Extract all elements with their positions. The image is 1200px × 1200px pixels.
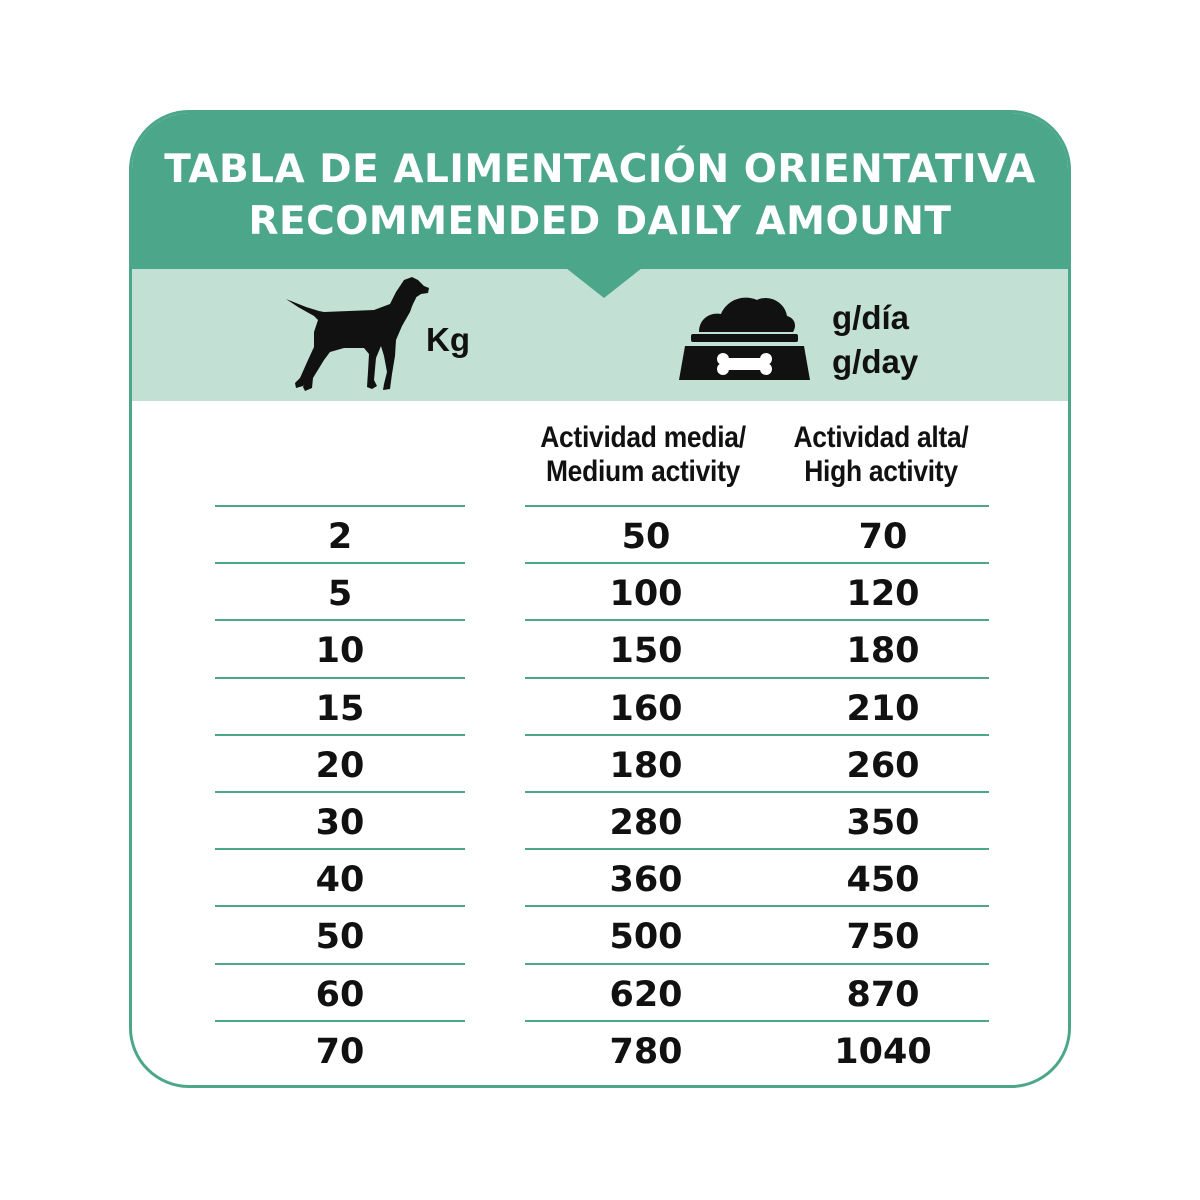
weight-cell: 50 xyxy=(315,917,365,958)
row-divider-amount xyxy=(525,963,989,965)
row-divider-weight xyxy=(215,734,465,736)
high-activity-cell: 180 xyxy=(846,631,920,672)
high-activity-cell: 870 xyxy=(846,974,920,1015)
header-pointer xyxy=(566,268,642,298)
weight-unit-label: Kg xyxy=(426,321,470,358)
row-divider-weight xyxy=(215,562,465,564)
row-divider-weight xyxy=(215,963,465,965)
portion-unit-english: g/day xyxy=(832,343,919,380)
medium-activity-cell: 180 xyxy=(609,745,683,786)
row-divider-weight xyxy=(215,791,465,793)
feeding-table-card xyxy=(129,110,1071,1088)
high-activity-line1: Actividad alta/ xyxy=(793,421,969,454)
high-activity-line2: High activity xyxy=(804,455,958,488)
high-activity-cell: 70 xyxy=(858,517,908,557)
medium-activity-line1: Actividad media/ xyxy=(540,421,746,454)
row-divider-weight xyxy=(215,1020,465,1022)
portion-unit-spanish: g/día xyxy=(832,299,910,336)
weight-cell: 40 xyxy=(315,860,365,901)
row-divider-amount xyxy=(525,562,989,564)
high-activity-cell: 260 xyxy=(846,745,920,786)
row-divider-amount xyxy=(525,905,989,907)
row-divider-amount xyxy=(525,1020,989,1022)
medium-activity-cell: 620 xyxy=(609,974,683,1015)
medium-activity-cell: 150 xyxy=(609,631,683,672)
weight-cell: 20 xyxy=(315,745,365,786)
column-header-medium-activity xyxy=(537,421,748,489)
medium-activity-cell: 100 xyxy=(609,574,683,615)
weight-cell: 10 xyxy=(315,631,365,672)
high-activity-cell: 1040 xyxy=(834,1031,932,1072)
medium-activity-cell: 160 xyxy=(609,688,683,729)
dog-silhouette-icon xyxy=(284,276,434,394)
weight-cell: 60 xyxy=(315,974,365,1015)
weight-cell: 70 xyxy=(315,1031,365,1072)
column-header-high-activity xyxy=(775,421,986,489)
high-activity-cell: 350 xyxy=(846,803,920,843)
medium-activity-line2: Medium activity xyxy=(545,455,741,488)
title-english: RECOMMENDED DAILY AMOUNT xyxy=(248,199,952,244)
weight-cell: 2 xyxy=(327,517,353,557)
medium-activity-cell: 360 xyxy=(609,860,683,901)
row-divider-weight xyxy=(215,619,465,621)
row-divider-amount xyxy=(525,505,989,507)
medium-activity-cell: 500 xyxy=(609,917,683,958)
medium-activity-cell: 280 xyxy=(609,803,683,843)
high-activity-cell: 210 xyxy=(846,688,920,729)
row-divider-amount xyxy=(525,677,989,679)
row-divider-amount xyxy=(525,848,989,850)
high-activity-cell: 450 xyxy=(846,860,920,901)
row-divider-weight xyxy=(215,505,465,507)
weight-cell: 30 xyxy=(315,803,365,843)
medium-activity-cell: 50 xyxy=(621,517,671,557)
row-divider-weight xyxy=(215,677,465,679)
title-spanish: TABLA DE ALIMENTACIÓN ORIENTATIVA xyxy=(164,147,1036,192)
food-bowl-bone-icon xyxy=(677,288,812,382)
weight-cell: 15 xyxy=(315,688,365,729)
row-divider-amount xyxy=(525,791,989,793)
row-divider-weight xyxy=(215,905,465,907)
row-divider-amount xyxy=(525,619,989,621)
high-activity-cell: 120 xyxy=(846,574,920,615)
row-divider-amount xyxy=(525,734,989,736)
medium-activity-cell: 780 xyxy=(609,1031,683,1072)
row-divider-weight xyxy=(215,848,465,850)
weight-cell: 5 xyxy=(327,574,353,615)
high-activity-cell: 750 xyxy=(846,917,920,958)
header-bar xyxy=(132,113,1068,269)
